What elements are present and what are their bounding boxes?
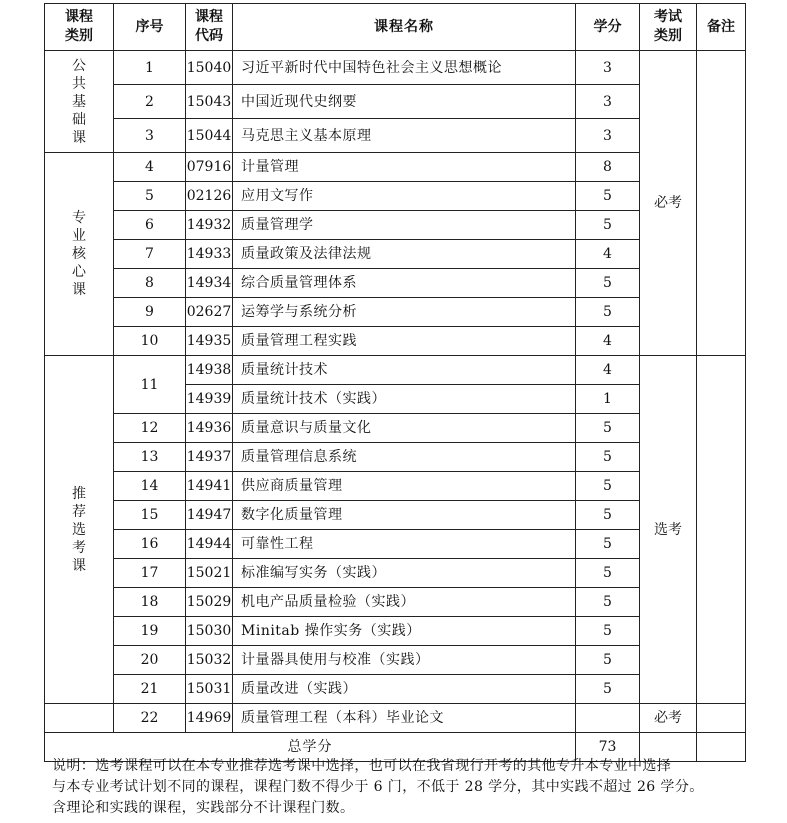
note-line-1: 说明：选考课程可以在本专业推荐选考课中选择，也可以在我省现行开考的其他专升本专业中选择 — [52, 758, 672, 774]
code-cell: 14947 — [186, 501, 233, 530]
credits-cell: 8 — [576, 153, 640, 182]
credits-cell — [576, 704, 640, 733]
seq-cell: 12 — [114, 414, 186, 443]
course-name-cell: 质量统计技术 — [233, 356, 576, 385]
curriculum-table — [44, 3, 746, 762]
seq-cell: 15 — [114, 501, 186, 530]
course-name-cell: 质量政策及法律法规 — [233, 240, 576, 269]
course-name-cell: 供应商质量管理 — [233, 472, 576, 501]
category-elective-label: 推荐选考课 — [72, 485, 86, 574]
course-name-cell: 计量管理 — [233, 153, 576, 182]
credits-cell: 5 — [576, 414, 640, 443]
code-cell: 15021 — [186, 559, 233, 588]
course-name-cell: 计量器具使用与校准（实践） — [233, 646, 576, 675]
course-name-cell: 质量管理工程实践 — [233, 327, 576, 356]
credits-cell: 5 — [576, 646, 640, 675]
code-cell: 14934 — [186, 269, 233, 298]
course-name-cell: 应用文写作 — [233, 182, 576, 211]
code-cell: 14941 — [186, 472, 233, 501]
remark-cell — [697, 704, 746, 733]
seq-cell: 11 — [114, 356, 186, 414]
code-cell: 15032 — [186, 646, 233, 675]
credits-cell: 5 — [576, 443, 640, 472]
course-name-cell: 质量改进（实践） — [233, 675, 576, 704]
seq-cell: 22 — [114, 704, 186, 733]
code-cell: 15031 — [186, 675, 233, 704]
header-category: 课程类别 — [45, 4, 114, 51]
code-cell: 15040 — [186, 51, 233, 85]
credits-cell: 5 — [576, 675, 640, 704]
code-cell: 14969 — [186, 704, 233, 733]
seq-cell: 3 — [114, 119, 186, 153]
course-name-cell: 可靠性工程 — [233, 530, 576, 559]
credits-cell: 3 — [576, 119, 640, 153]
seq-cell: 4 — [114, 153, 186, 182]
course-name-cell: 质量管理工程（本科）毕业论文 — [233, 704, 576, 733]
credits-cell: 3 — [576, 51, 640, 85]
exam-type-elective: 选考 — [640, 356, 697, 704]
note-line-2: 与本专业考试计划不同的课程，课程门数不得少于 6 门，不低于 28 学分，其中实践不超过 26 学分。 — [52, 779, 704, 795]
code-cell: 14938 — [186, 356, 233, 385]
credits-cell: 5 — [576, 472, 640, 501]
seq-cell: 18 — [114, 588, 186, 617]
header-name: 课程名称 — [233, 4, 576, 51]
course-name-cell: 数字化质量管理 — [233, 501, 576, 530]
credits-cell: 5 — [576, 530, 640, 559]
seq-cell: 2 — [114, 85, 186, 119]
category-elective — [45, 356, 114, 704]
credits-cell: 1 — [576, 385, 640, 414]
header-row — [45, 4, 746, 51]
code-cell: 15043 — [186, 85, 233, 119]
header-remark: 备注 — [697, 4, 746, 51]
category-empty — [45, 704, 114, 733]
seq-cell: 6 — [114, 211, 186, 240]
course-name-cell: 马克思主义基本原理 — [233, 119, 576, 153]
total-credits: 73 — [576, 733, 640, 762]
seq-cell: 14 — [114, 472, 186, 501]
credits-cell: 5 — [576, 588, 640, 617]
header-exam-type: 考试类别 — [640, 4, 697, 51]
course-name-cell: 质量统计技术（实践） — [233, 385, 576, 414]
course-name-cell: 中国近现代史纲要 — [233, 85, 576, 119]
category-core-label: 专业核心课 — [72, 210, 86, 298]
explanation-note — [52, 756, 772, 819]
course-name-cell: 运筹学与系统分析 — [233, 298, 576, 327]
exam-type-required-thesis: 必考 — [640, 704, 697, 733]
course-name-cell: 综合质量管理体系 — [233, 269, 576, 298]
code-cell: 15029 — [186, 588, 233, 617]
credits-cell: 5 — [576, 298, 640, 327]
course-name-cell: 习近平新时代中国特色社会主义思想概论 — [233, 51, 576, 85]
seq-cell: 13 — [114, 443, 186, 472]
credits-cell: 5 — [576, 269, 640, 298]
seq-cell: 20 — [114, 646, 186, 675]
code-cell: 14939 — [186, 385, 233, 414]
seq-cell: 5 — [114, 182, 186, 211]
seq-cell: 21 — [114, 675, 186, 704]
code-cell: 02126 — [186, 182, 233, 211]
seq-cell: 10 — [114, 327, 186, 356]
seq-cell: 1 — [114, 51, 186, 85]
course-name-cell: 质量管理学 — [233, 211, 576, 240]
exam-type-required: 必考 — [640, 51, 697, 356]
credits-cell: 5 — [576, 211, 640, 240]
code-cell: 15030 — [186, 617, 233, 646]
table-row — [45, 704, 746, 733]
code-cell: 14935 — [186, 327, 233, 356]
remark-cell — [697, 51, 746, 356]
remark-cell — [697, 356, 746, 704]
credits-cell: 3 — [576, 85, 640, 119]
seq-cell: 9 — [114, 298, 186, 327]
course-name-cell: Minitab 操作实务（实践） — [233, 617, 576, 646]
course-name-cell: 质量意识与质量文化 — [233, 414, 576, 443]
course-name-cell: 质量管理信息系统 — [233, 443, 576, 472]
credits-cell: 4 — [576, 240, 640, 269]
code-cell: 14933 — [186, 240, 233, 269]
credits-cell: 4 — [576, 327, 640, 356]
total-label: 总学分 — [45, 733, 576, 762]
code-cell: 14944 — [186, 530, 233, 559]
code-cell: 14937 — [186, 443, 233, 472]
course-name-cell: 标准编写实务（实践） — [233, 559, 576, 588]
note-line-3: 含理论和实践的课程，实践部分不计课程门数。 — [52, 800, 355, 816]
seq-cell: 7 — [114, 240, 186, 269]
seq-cell: 19 — [114, 617, 186, 646]
code-cell: 07916 — [186, 153, 233, 182]
header-seq: 序号 — [114, 4, 186, 51]
category-core — [45, 153, 114, 356]
code-cell: 02627 — [186, 298, 233, 327]
course-name-cell: 机电产品质量检验（实践） — [233, 588, 576, 617]
table-row — [45, 356, 746, 385]
credits-cell: 5 — [576, 501, 640, 530]
table-row — [45, 51, 746, 85]
seq-cell: 16 — [114, 530, 186, 559]
header-code: 课程代码 — [186, 4, 233, 51]
code-cell: 14936 — [186, 414, 233, 443]
credits-cell: 5 — [576, 182, 640, 211]
seq-cell: 17 — [114, 559, 186, 588]
credits-cell: 4 — [576, 356, 640, 385]
category-public — [45, 51, 114, 153]
code-cell: 14932 — [186, 211, 233, 240]
seq-cell: 8 — [114, 269, 186, 298]
credits-cell: 5 — [576, 559, 640, 588]
category-public-label: 公共基础课 — [72, 57, 86, 146]
credits-cell: 5 — [576, 617, 640, 646]
header-credits: 学分 — [576, 4, 640, 51]
code-cell: 15044 — [186, 119, 233, 153]
